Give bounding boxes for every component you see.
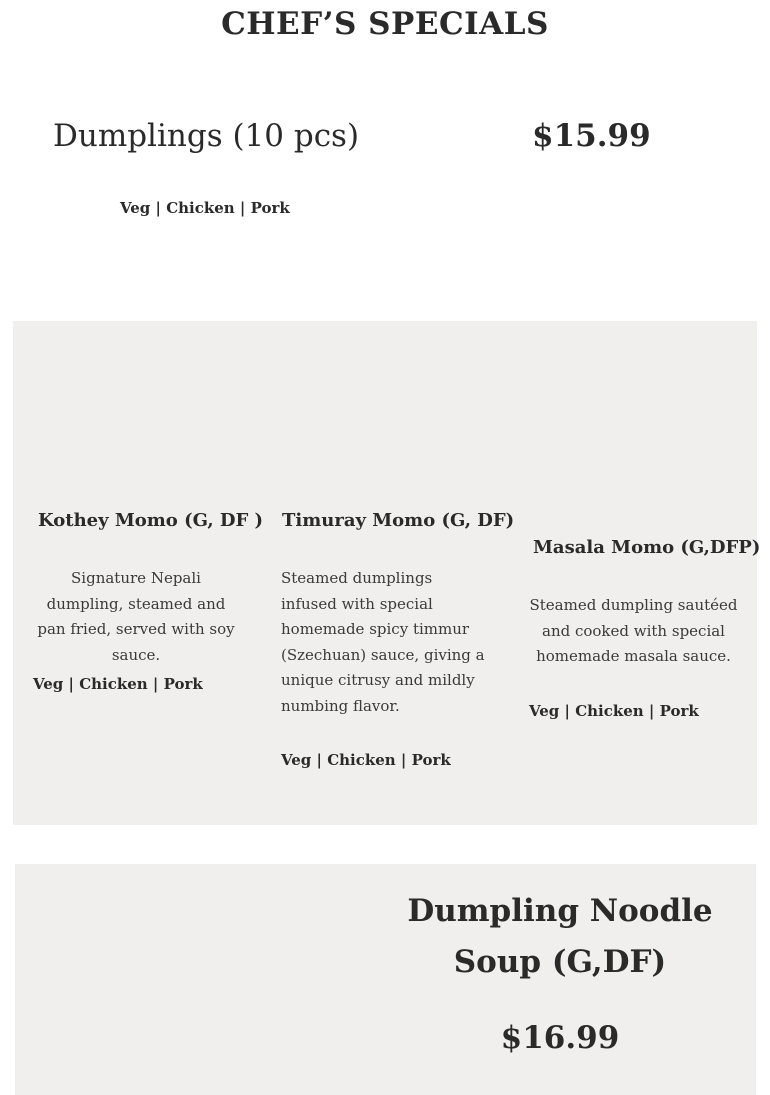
soup-section xyxy=(15,864,756,1095)
page-title: CHEF’S SPECIALS xyxy=(221,6,549,42)
menu-item-options: Veg | Chicken | Pork xyxy=(529,702,699,720)
soup-name: Dumpling Noodle Soup (G,DF) xyxy=(407,893,713,980)
momo-section xyxy=(13,321,761,825)
soup-price: $16.99 xyxy=(500,1020,620,1056)
menu-item-description: Steamed dumpling sautéed and cooked with special homemade masala sauce. xyxy=(529,596,738,665)
menu-item-name: Masala Momo (G,DFP) xyxy=(533,537,761,558)
menu-item-name: Kothey Momo (G, DF ) xyxy=(38,510,264,531)
dumplings-price: $15.99 xyxy=(532,118,651,154)
menu-item-description: Steamed dumplings infused with special homemade spicy timmur (Szechuan) sauce, giving a unique citrusy and mildly numbing flavor. xyxy=(281,569,485,715)
menu-item-options: Veg | Chicken | Pork xyxy=(281,751,451,769)
dumplings-options: Veg | Chicken | Pork xyxy=(120,199,290,217)
menu-item-name: Timuray Momo (G, DF) xyxy=(282,510,515,531)
menu-item-options: Veg | Chicken | Pork xyxy=(33,675,203,693)
menu-item-description: Signature Nepali dumpling, steamed and pan fried, served with soy sauce. xyxy=(37,569,235,664)
dumplings-name: Dumplings (10 pcs) xyxy=(53,118,360,154)
